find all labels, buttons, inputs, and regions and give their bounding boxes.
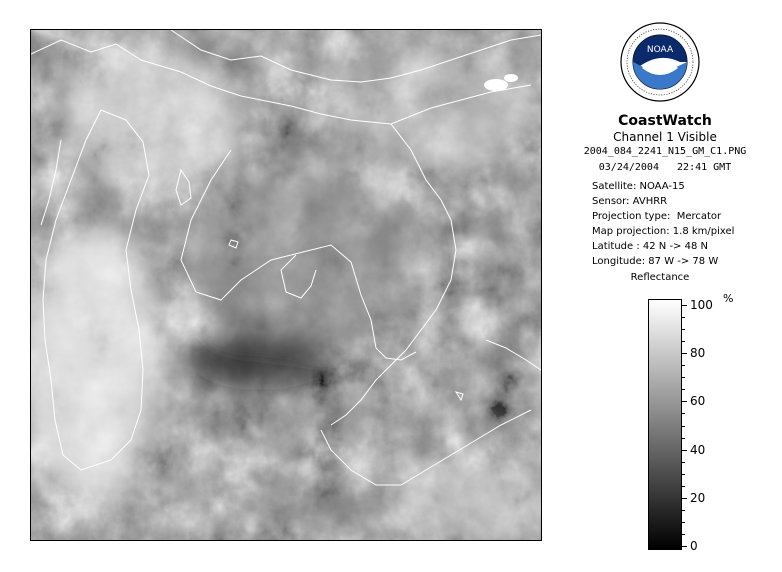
colorbar-minor-tick: [682, 389, 685, 390]
colorbar-minor-tick: [682, 522, 685, 523]
colorbar-minor-tick: [682, 365, 685, 366]
colorbar-tick-label: 80: [690, 346, 706, 361]
file-name: 2004_084_2241_N15_GM_C1.PNG: [583, 146, 747, 157]
satellite-image: [30, 29, 542, 541]
colorbar-tick: [682, 498, 687, 499]
colorbar-minor-tick: [682, 341, 685, 342]
colorbar-tick: [682, 450, 687, 451]
satellite-image-canvas: [31, 30, 541, 540]
colorbar-minor-tick: [682, 534, 685, 535]
colorbar-minor-tick: [682, 329, 685, 330]
colorbar-tick: [682, 305, 687, 306]
colorbar-minor-tick: [682, 426, 685, 427]
colorbar-tick: [682, 353, 687, 354]
latitude-label: Latitude : 42 N -> 48 N: [592, 241, 708, 252]
colorbar-minor-tick: [682, 377, 685, 378]
colorbar-minor-tick: [682, 486, 685, 487]
colorbar-minor-tick: [682, 462, 685, 463]
colorbar-minor-tick: [682, 438, 685, 439]
colorbar-title: Reflectance: [630, 272, 690, 283]
colorbar-tick: [682, 546, 687, 547]
logo-text: NOAA: [646, 45, 674, 55]
sensor-label: Sensor: AVHRR: [592, 196, 668, 207]
colorbar-minor-tick: [682, 474, 685, 475]
colorbar-tick-label: 40: [690, 442, 706, 457]
colorbar-tick-label: 20: [690, 490, 706, 505]
noaa-logo-icon: [620, 22, 700, 102]
colorbar-unit: %: [723, 292, 734, 305]
reflectance-colorbar: [648, 299, 682, 550]
colorbar-tick-label: 0: [690, 539, 698, 553]
channel-label: Channel 1 Visible: [613, 130, 717, 144]
colorbar-tick-label: 60: [690, 394, 706, 409]
colorbar-minor-tick: [682, 317, 685, 318]
colorbar-minor-tick: [682, 510, 685, 511]
colorbar-tick-label: 100: [690, 298, 713, 312]
map-projection-label: Map projection: 1.8 km/pixel: [592, 226, 735, 237]
satellite-label: Satellite: NOAA-15: [592, 181, 685, 192]
colorbar-minor-tick: [682, 413, 685, 414]
colorbar-tick: [682, 401, 687, 402]
brand-title: CoastWatch: [618, 113, 712, 129]
projection-type-label: Projection type: Mercator: [592, 211, 722, 222]
longitude-label: Longitude: 87 W -> 78 W: [592, 256, 719, 267]
acquisition-datetime: 03/24/2004 22:41 GMT: [598, 162, 732, 173]
